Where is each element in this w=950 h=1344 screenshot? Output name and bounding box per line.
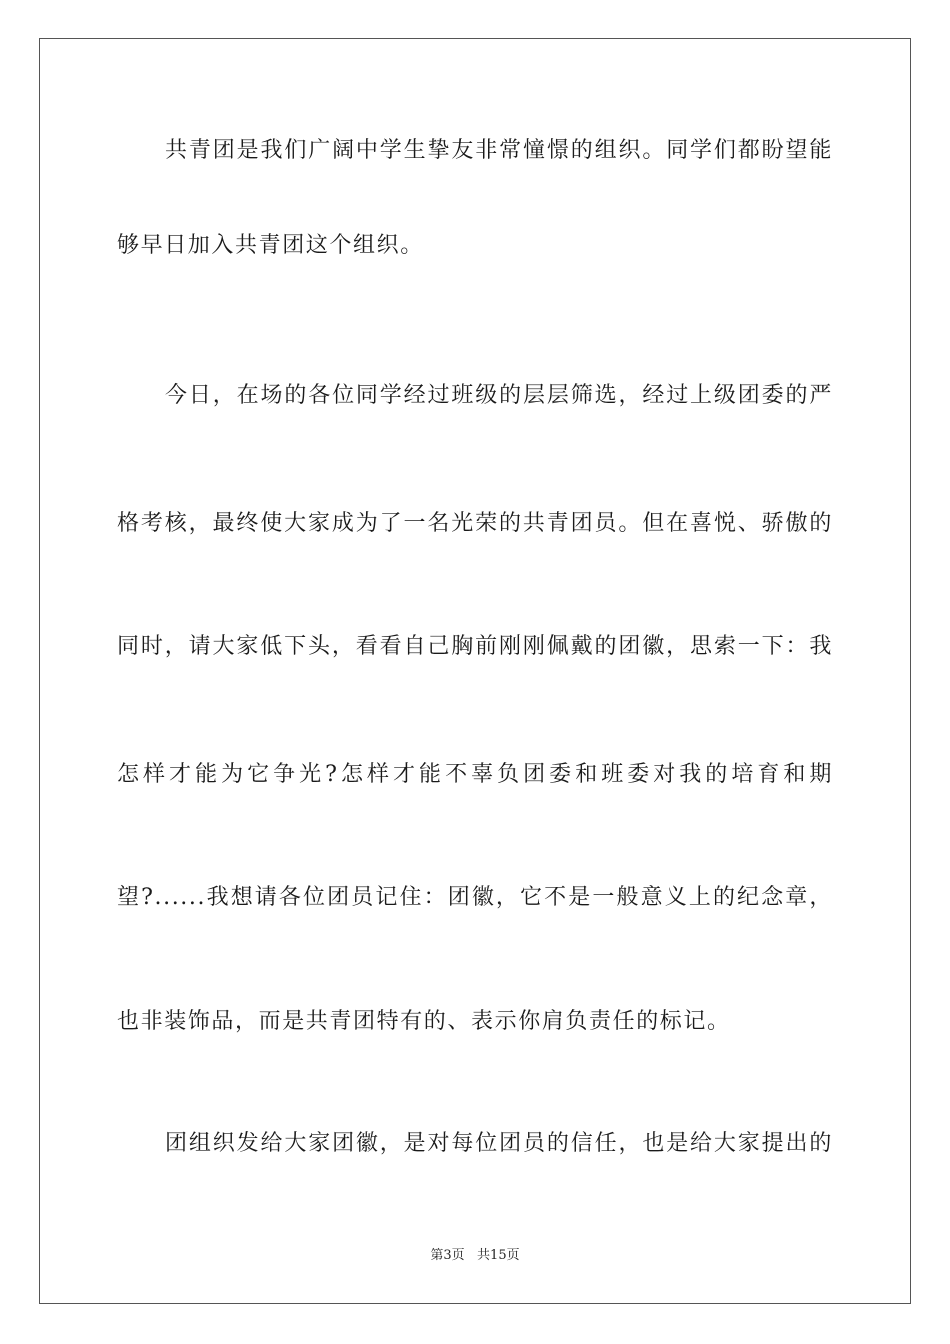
page-footer: 第3页 共15页	[430, 1248, 520, 1263]
page-border	[39, 38, 911, 1304]
paragraph-3-line-1: 团组织发给大家团徽，是对每位团员的信任，也是给大家提出的	[165, 1131, 833, 1156]
paragraph-2-line-6: 也非装饰品，而是共青团特有的、表示你肩负责任的标记。	[117, 1009, 731, 1034]
paragraph-1-line-2: 够早日加入共青团这个组织。	[117, 233, 424, 258]
paragraph-2-line-2: 格考核，最终使大家成为了一名光荣的共青团员。但在喜悦、骄傲的	[117, 511, 833, 536]
paragraph-2-line-5: 望?......我想请各位团员记住：团徽，它不是一般意义上的纪念章，	[117, 885, 833, 910]
paragraph-2-line-1: 今日，在场的各位同学经过班级的层层筛选，经过上级团委的严	[165, 383, 833, 408]
paragraph-1-line-1: 共青团是我们广阔中学生挚友非常憧憬的组织。同学们都盼望能	[165, 138, 833, 163]
paragraph-2-line-4: 怎样才能为它争光?怎样才能不辜负团委和班委对我的培育和期	[117, 762, 833, 787]
paragraph-2-line-3: 同时，请大家低下头，看看自己胸前刚刚佩戴的团徽，思索一下：我	[117, 634, 833, 659]
